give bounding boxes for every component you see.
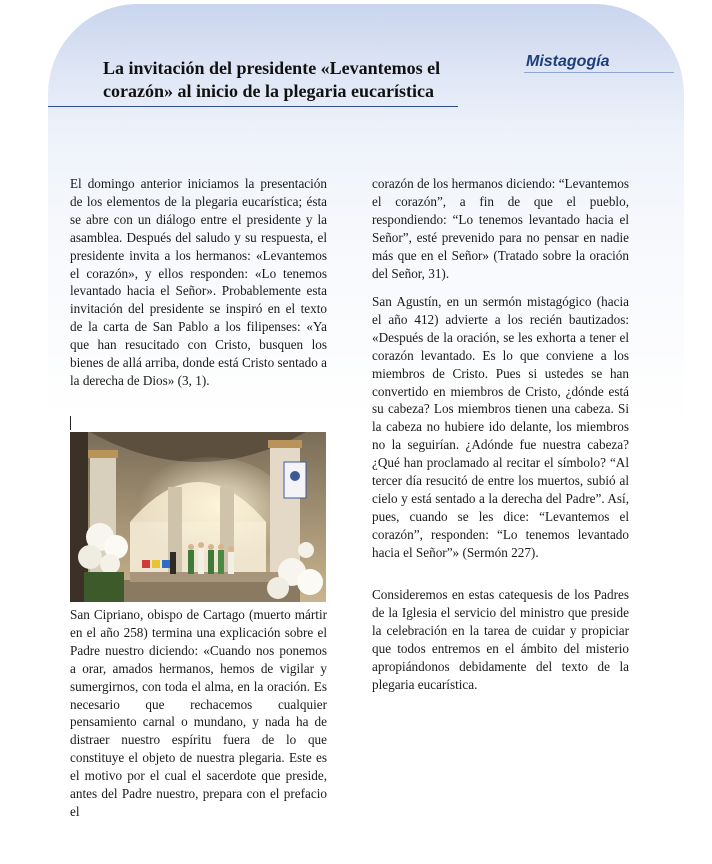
paragraph-cipriano-continued: corazón de los hermanos diciendo: “Levantemos el corazón”, a fin de que el pueblo, respondiendo: “Lo tenemos levantado hacia el Señor”, esté prevenido para no pensar en nadie más que en el Señor» (Tratado sobre la oración del Señor, 31).	[372, 176, 629, 281]
paragraph-intro: El domingo anterior iniciamos la presentación de los elementos de la plegaria eucarística; ésta se abre con un diálogo entre el presidente y la asamblea. Después del saludo y su respuesta, el presidente invita a los hermanos: «Levantemos el corazón», y ellos responden: «Lo tenemos levantado hacia el Señor». Probablemente esta invitación del presidente se inspiró en el texto de la carta de San Pablo a los filipenses: «Ya que han resucitado con Cristo, busquen los bienes de allá arriba, donde está Cristo sentado a la derecha de Dios» (3, 1).	[70, 176, 327, 388]
church-interior-photo	[70, 432, 326, 602]
text-cursor	[70, 416, 71, 430]
section-label: Mistagogía	[526, 53, 610, 70]
paragraph-agustin: San Agustín, en un sermón mistagógico (hacia el año 412) advierte a los recién bautizados: «Después de la oración, se les exhorta a tener el corazón levantado. Es lo que conviene a los miembros de Cristo. Pues si ustedes se han convertido en miembros de Cristo, ¿dónde está su cabeza? Los miembros tienen una cabeza. Si la cabeza no hubiere ido delante, los miembros no la seguirían. ¿Adónde fue nuestra cabeza? ¿Qué han proclamado al recitar el símbolo? “Al tercer día resucitó de entre los muertos, subió al cielo y está sentado a la derecha del Padre”. Así, pues, cuando se les dice: “Levantemos el corazón”, responden: “Lo tenemos levantado hacia el Señor”» (Sermón 227).	[372, 294, 629, 560]
paragraph-cipriano: San Cipriano, obispo de Cartago (muerto mártir en el año 258) termina una explicación sobre el Padre nuestro diciendo: «Cuando nos ponemos a orar, amados hermanos, hemos de vigilar y sumergirnos, con toda el alma, en la oración. Es necesario que rechacemos cualquier pensamiento carnal o mundano, y nada ha de distraer nuestro espíritu fuera de lo que constituye el objeto de nuestra plegaria. Este es el motivo por el cual el sacerdote que preside, antes del Padre nuestro, prepara con el prefacio el	[70, 607, 327, 819]
section-divider	[524, 72, 674, 73]
article-title: La invitación del presidente «Levantemos el corazón» al inicio de la plegaria eucarística	[103, 58, 441, 101]
title-divider	[48, 106, 458, 107]
paragraph-conclusion: Consideremos en estas catequesis de los Padres de la Iglesia el servicio del ministro que preside la celebración en la tarea de cuidar y propiciar que todos entremos en el ámbito del misterio apropiándonos debidamente del texto de la plegaria eucarística.	[372, 587, 629, 692]
